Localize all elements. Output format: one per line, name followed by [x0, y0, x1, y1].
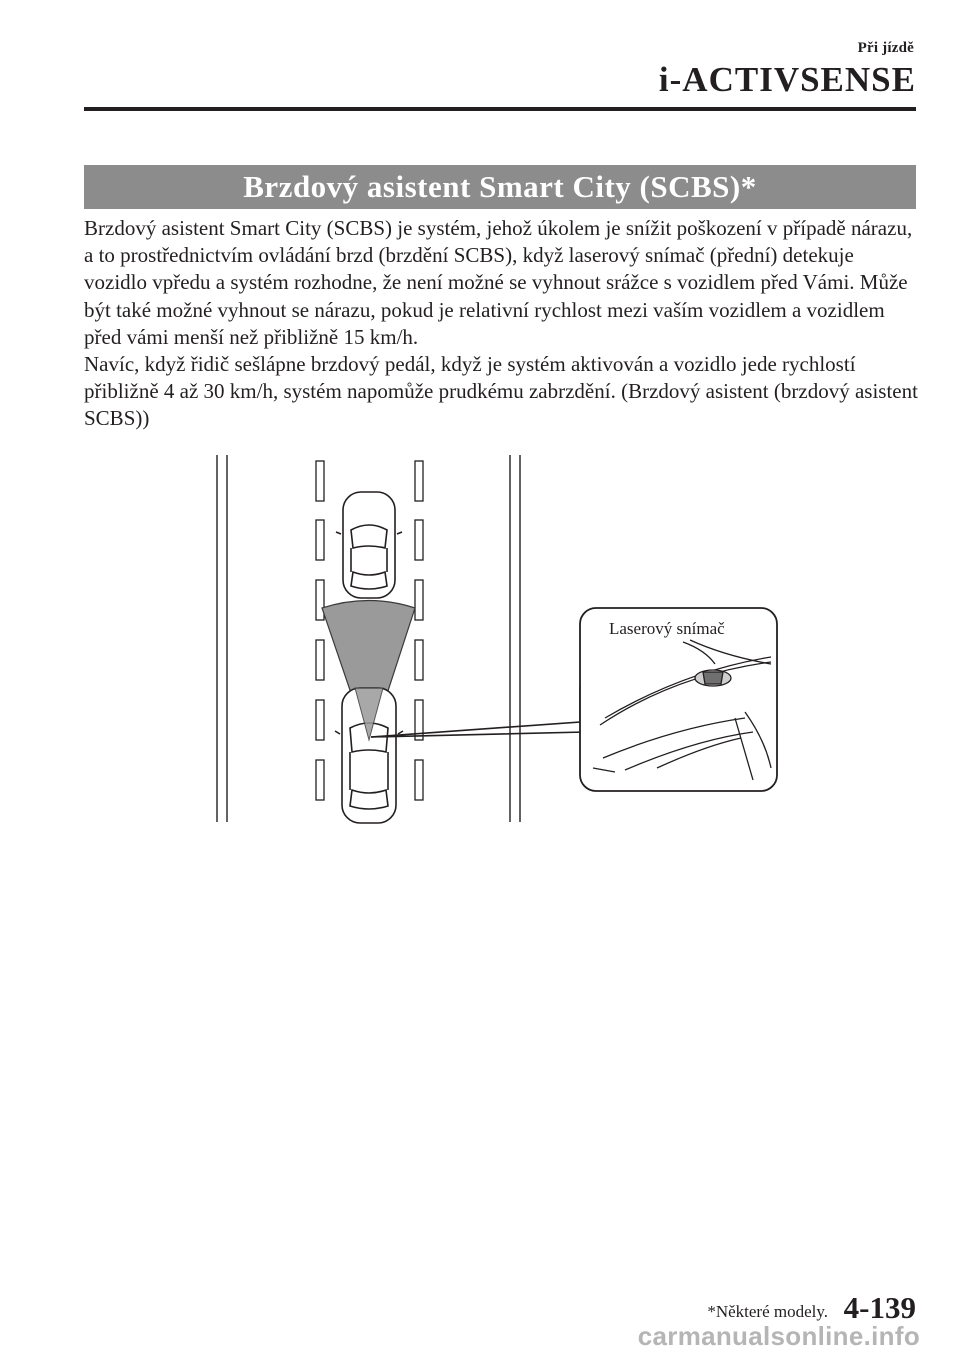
road-edge-left [217, 455, 227, 822]
page-number: 4-139 [843, 1290, 916, 1325]
paragraph-scbs-description: Brzdový asistent Smart City (SCBS) je systém, jehož úkolem je snížit poškození v případě nárazu, a to prostřednictvím ovládání brzd (brzdění SCBS), když laserový snímač (přední) detekuje vozidlo vpředu a systém rozhodne, že není možné se vyhnout srážce s vozidlem před Vámi. Může být také možné vyhnout se nárazu, pokud je relativní rychlost mezi vaším vozidlem a vozidlem před vámi menší než přibližně 15 km/h. [84, 216, 913, 349]
chapter-title: Při jízdě [857, 40, 914, 56]
watermark: carmanualsonline.info [637, 1321, 920, 1351]
lane-marking-right [415, 461, 423, 800]
topic-title-bar [84, 165, 916, 209]
callout-label-laser-sensor: Laserový snímač [609, 619, 725, 638]
body-text [84, 215, 920, 433]
road-edge-right [510, 455, 520, 822]
topic-title: Brzdový asistent Smart City (SCBS)* [243, 169, 757, 204]
scbs-illustration [205, 450, 785, 830]
footnote: *Některé modely. [707, 1302, 828, 1321]
header-divider [84, 107, 916, 111]
vehicle-ahead [336, 492, 402, 598]
section-title: i-ACTIVSENSE [658, 60, 916, 99]
paragraph-brake-assist: Navíc, když řidič sešlápne brzdový pedál, když je systém aktivován a vozidlo jede rychlostí přibližně 4 až 30 km/h, systém napomůže prudkému zabrzdění. (Brzdový asistent (brzdový asistent SCBS)) [84, 352, 918, 431]
lane-marking-left [316, 461, 324, 800]
laser-sensor-icon [695, 670, 731, 686]
callout-leader [371, 687, 580, 737]
